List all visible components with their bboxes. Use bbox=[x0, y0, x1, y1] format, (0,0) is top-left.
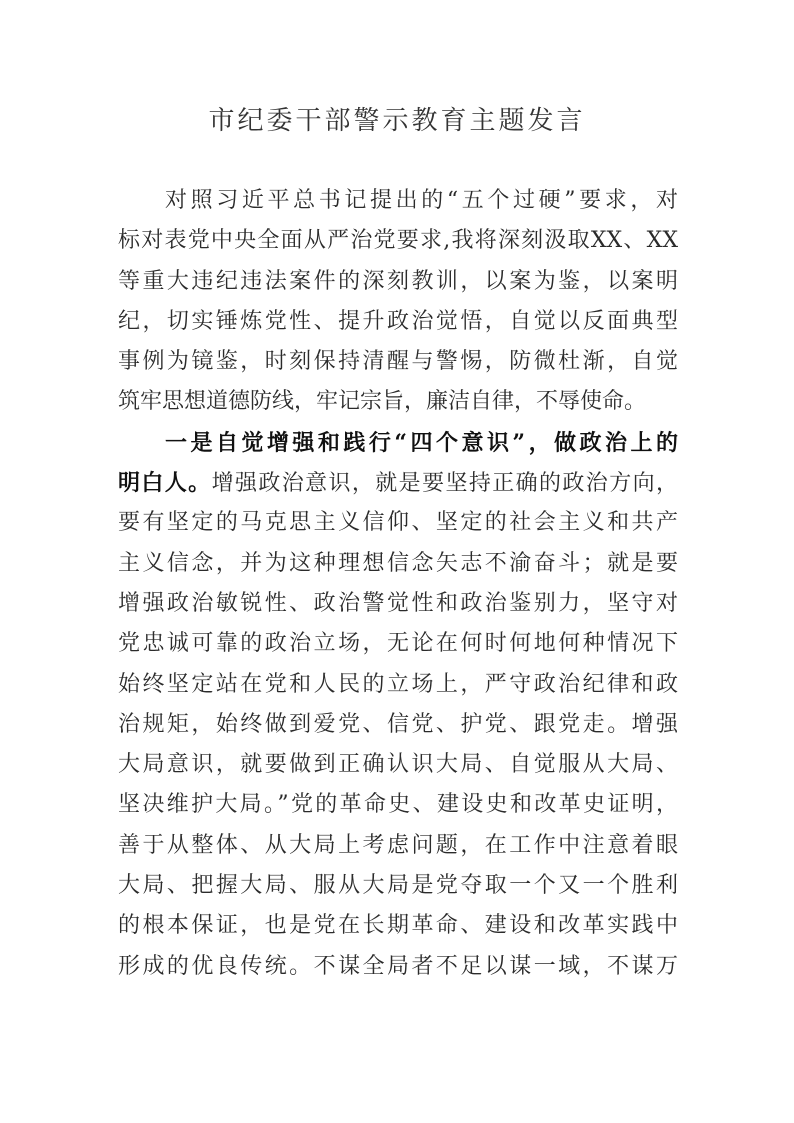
line-text: 筑牢思想道德防线，牢记宗旨，廉洁自律，不辱使命。 bbox=[118, 389, 647, 415]
line-text: 善于从整体、从大局上考虑问题，在工作中注意着眼 bbox=[118, 832, 678, 858]
document-title: 市纪委干部警示教育主题发言 bbox=[208, 106, 586, 136]
line-text: 增强政治意识，就是要坚持正确的政治方向， bbox=[211, 471, 678, 497]
text-line bbox=[118, 302, 678, 342]
line-text: 形成的优良传统。不谋全局者不足以谋一域，不谋万 bbox=[118, 953, 678, 979]
line-text: 事例为镜鉴，时刻保持清醒与警惕，防微杜渐，自觉 bbox=[118, 349, 678, 375]
section-heading-end: 明白人。 bbox=[118, 470, 212, 497]
text-line bbox=[118, 947, 678, 987]
line-text: 大局、把握大局、服从大局是党夺取一个又一个胜利 bbox=[118, 873, 678, 899]
text-line bbox=[118, 262, 678, 302]
line-text: 的根本保证，也是党在长期革命、建设和改革实践中 bbox=[118, 913, 678, 939]
text-line bbox=[118, 906, 678, 946]
document-body bbox=[118, 181, 678, 987]
line-text: 坚决维护大局。”党的革命史、建设史和改革史证明， bbox=[118, 792, 678, 818]
line-text: 治规矩，始终做到爱党、信党、护党、跟党走。增强 bbox=[118, 711, 678, 737]
text-line bbox=[118, 705, 678, 745]
line-text: 标对表党中央全面从严治党要求,我将深刻汲取XX、XX bbox=[118, 228, 678, 254]
text-line bbox=[118, 584, 678, 624]
text-line bbox=[118, 382, 678, 422]
text-line bbox=[118, 221, 678, 261]
text-line bbox=[118, 544, 678, 584]
line-text: 增强政治敏锐性、政治警觉性和政治鉴别力，坚守对 bbox=[118, 590, 678, 616]
text-line bbox=[118, 342, 678, 382]
text-line bbox=[118, 745, 678, 785]
text-line bbox=[118, 785, 678, 825]
section-heading: 一是自觉增强和践行“四个意识”，做政治上的 bbox=[165, 429, 678, 456]
line-text: 始终坚定站在党和人民的立场上，严守政治纪律和政 bbox=[118, 671, 678, 697]
line-text: 党忠诚可靠的政治立场，无论在何时何地何种情况下 bbox=[118, 631, 678, 657]
text-line bbox=[118, 181, 678, 221]
line-text: 对照习近平总书记提出的“五个过硬”要求，对 bbox=[165, 188, 678, 213]
line-text: 主义信念，并为这种理想信念矢志不渝奋斗；就是要 bbox=[118, 550, 678, 576]
line-text: 纪，切实锤炼党性、提升政治觉悟，自觉以反面典型 bbox=[118, 308, 678, 334]
line-text: 等重大违纪违法案件的深刻教训，以案为鉴，以案明 bbox=[118, 268, 678, 294]
text-line bbox=[118, 866, 678, 906]
text-line bbox=[118, 624, 678, 664]
text-line bbox=[118, 423, 678, 463]
text-line bbox=[118, 463, 678, 503]
line-text: 大局意识，就要做到正确认识大局、自觉服从大局、 bbox=[118, 752, 678, 778]
text-line bbox=[118, 665, 678, 705]
line-text: 要有坚定的马克思主义信仰、坚定的社会主义和共产 bbox=[118, 510, 678, 536]
text-line bbox=[118, 503, 678, 543]
text-line bbox=[118, 826, 678, 866]
